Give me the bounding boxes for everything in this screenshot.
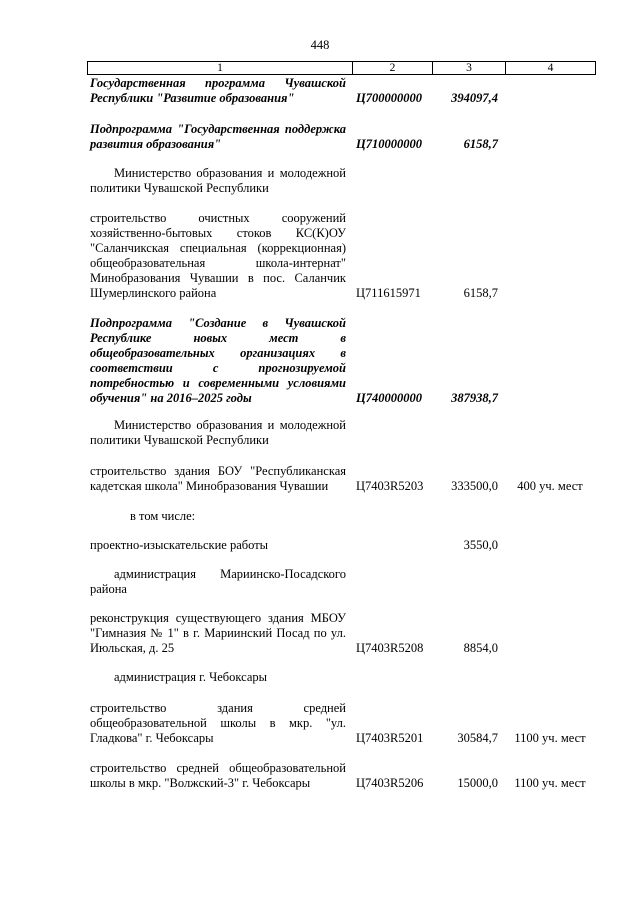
row-code: Ц710000000 [356,137,422,151]
row-note: 400 уч. мест [517,479,583,493]
row-amount: 30584,7 [457,731,498,745]
row-text: Министерство образования и молодежной политики Чувашской Республики [90,166,346,195]
row-text: строительство здания средней общеобразовательной школы в мкр. "ул. Гладкова" г. Чебоксары [90,701,346,745]
header-col-1: 1 [217,62,223,74]
row-text: администрация г. Чебоксары [114,670,268,684]
row-text: строительство здания БОУ "Республиканская кадетская школа" Минобразования Чувашии [90,464,346,493]
row-code: Ц711615971 [356,286,421,300]
table-header [87,61,596,75]
row-amount: 387938,7 [451,391,498,405]
row-text: Подпрограмма "Создание в Чувашской Республике новых мест в общеобразовательных организациях в соответствии с прогнозируемой потребностью и современными условиями обучения" на 2016–2025 годы [90,316,346,405]
row-amount: 333500,0 [451,479,498,493]
row-code: Ц7403R5206 [356,776,424,790]
row-amount: 15000,0 [457,776,498,790]
row-code: Ц7403R5203 [356,479,424,493]
row-amount: 6158,7 [463,286,498,300]
header-col-4: 4 [505,62,595,74]
row-text: Государственная программа Чувашской Республики "Развитие образования" [90,76,346,105]
row-text: строительство средней общеобразовательной школы в мкр. "Волжский-3" г. Чебоксары [90,761,346,790]
page-number: 448 [310,38,330,52]
row-text: Подпрограмма "Государственная поддержка развития образования" [90,122,346,151]
row-text: в том числе: [130,509,196,523]
header-col-2: 2 [352,62,432,74]
row-code: Ц740000000 [356,391,422,405]
header-col-3: 3 [432,62,505,74]
row-amount: 6158,7 [463,137,498,151]
row-code: Ц7403R5208 [356,641,424,655]
row-text: проектно-изыскательские работы [90,538,269,552]
row-code: Ц7403R5201 [356,731,424,745]
row-code: Ц700000000 [356,91,422,105]
row-text: Министерство образования и молодежной политики Чувашской Республики [90,418,346,447]
row-amount: 8854,0 [463,641,498,655]
row-text: реконструкция существующего здания МБОУ "Гимназия № 1" в г. Мариинский Посад по ул. Июльская, д. 25 [90,611,346,655]
row-text: администрация Мариинско-Посадского района [90,567,346,596]
row-note: 1100 уч. мест [514,776,586,790]
row-amount: 394097,4 [451,91,498,105]
row-text: строительство очистных сооружений хозяйственно-бытовых стоков КС(К)ОУ "Саланчикская специальная (коррекционная) общеобразовательная школа-интернат" Минобразования Чувашии в пос. Саланчик Шумерлинского района [90,211,346,300]
row-amount: 3550,0 [463,538,498,552]
row-note: 1100 уч. мест [514,731,586,745]
